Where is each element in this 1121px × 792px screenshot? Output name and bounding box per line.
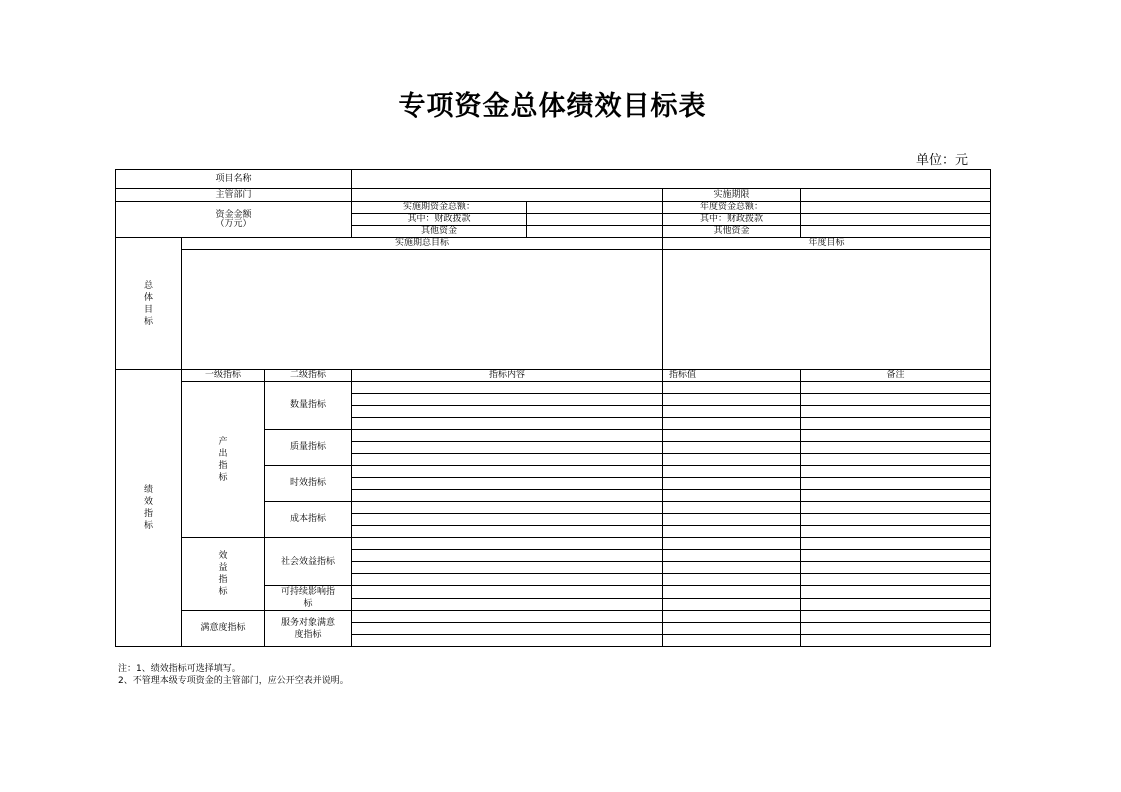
cost-indicator-label: 成本指标: [265, 502, 352, 538]
indicator-value-cell[interactable]: [663, 635, 801, 647]
indicator-content-cell[interactable]: [352, 538, 663, 550]
sustainable-impact-label: 可持续影响指标: [265, 586, 352, 611]
indicator-value-cell[interactable]: [663, 526, 801, 538]
impl-goal-value[interactable]: [182, 250, 663, 370]
indicator-content-cell[interactable]: [352, 611, 663, 623]
indicator-content-cell[interactable]: [352, 454, 663, 466]
impl-goal-header: 实施期总目标: [182, 238, 663, 250]
indicator-content-cell[interactable]: [352, 502, 663, 514]
project-name-value[interactable]: [352, 170, 991, 189]
note-line-2: 2、不管理本级专项资金的主管部门，应公开空表并说明。: [118, 676, 349, 686]
department-value[interactable]: [352, 189, 663, 202]
indicator-content-cell[interactable]: [352, 466, 663, 478]
indicator-value-cell[interactable]: [663, 623, 801, 635]
indicator-value-cell[interactable]: [663, 502, 801, 514]
indicator-remark-cell[interactable]: [801, 562, 991, 574]
indicator-remark-cell[interactable]: [801, 502, 991, 514]
value-header: 指标值: [663, 370, 801, 382]
fund-amount-text: 资金金额: [215, 209, 252, 220]
indicator-content-cell[interactable]: [352, 562, 663, 574]
timeliness-indicator-label: 时效指标: [265, 466, 352, 502]
fund-amount-label: [116, 202, 352, 238]
year-other-label: 其他资金: [663, 226, 801, 238]
indicator-value-cell[interactable]: [663, 598, 801, 611]
remark-header: 备注: [801, 370, 991, 382]
year-total-label: 年度资金总额：: [663, 202, 801, 214]
indicator-remark-cell[interactable]: [801, 586, 991, 599]
note-line-1: 注：1、绩效指标可选择填写。: [118, 664, 241, 674]
indicator-remark-cell[interactable]: [801, 526, 991, 538]
indicator-remark-cell[interactable]: [801, 635, 991, 647]
year-goal-header: 年度目标: [663, 238, 991, 250]
impl-total-label: 实施期资金总额：: [352, 202, 527, 214]
row-department: [116, 189, 991, 202]
indicator-remark-cell[interactable]: [801, 442, 991, 454]
indicator-remark-cell[interactable]: [801, 598, 991, 611]
indicator-remark-cell[interactable]: [801, 418, 991, 430]
level1-header: 一级指标: [182, 370, 265, 382]
indicator-value-cell[interactable]: [663, 430, 801, 442]
indicator-value-cell[interactable]: [663, 490, 801, 502]
indicator-remark-cell[interactable]: [801, 430, 991, 442]
year-fiscal-label: 其中：财政拨款: [663, 214, 801, 226]
indicator-value-cell[interactable]: [663, 406, 801, 418]
indicator-content-cell[interactable]: [352, 382, 663, 394]
year-fiscal-value[interactable]: [801, 214, 991, 226]
indicator-content-cell[interactable]: [352, 442, 663, 454]
row-project-name: [116, 170, 991, 189]
indicator-remark-cell[interactable]: [801, 550, 991, 562]
period-value[interactable]: [801, 189, 991, 202]
indicator-content-cell[interactable]: [352, 550, 663, 562]
indicator-content-cell[interactable]: [352, 418, 663, 430]
indicator-content-cell[interactable]: [352, 598, 663, 611]
indicator-value-cell[interactable]: [663, 538, 801, 550]
overall-goal-label: [116, 238, 182, 370]
impl-fiscal-value[interactable]: [527, 214, 663, 226]
satisfaction-indicator-label: 满意度指标: [182, 611, 265, 647]
indicator-remark-cell[interactable]: [801, 382, 991, 394]
indicator-value-cell[interactable]: [663, 550, 801, 562]
indicator-value-cell[interactable]: [663, 418, 801, 430]
indicator-content-cell[interactable]: [352, 394, 663, 406]
social-benefit-label: 社会效益指标: [265, 538, 352, 586]
indicator-remark-cell[interactable]: [801, 623, 991, 635]
indicator-content-cell[interactable]: [352, 478, 663, 490]
quantity-indicator-label: 数量指标: [265, 382, 352, 430]
benefit-indicator-label: [182, 538, 265, 611]
indicator-value-cell[interactable]: [663, 586, 801, 599]
period-label: 实施期限: [663, 189, 801, 202]
project-name-label: 项目名称: [116, 170, 352, 189]
performance-indicator-label: [116, 370, 182, 647]
year-total-value[interactable]: [801, 202, 991, 214]
indicator-content-cell[interactable]: [352, 623, 663, 635]
indicator-remark-cell[interactable]: [801, 478, 991, 490]
table-row: [116, 538, 991, 550]
row-indicator-header: [116, 370, 991, 382]
row-goal-body: [116, 250, 991, 370]
indicator-remark-cell[interactable]: [801, 466, 991, 478]
indicator-value-cell[interactable]: [663, 611, 801, 623]
content-header: 指标内容: [352, 370, 663, 382]
indicator-content-cell[interactable]: [352, 635, 663, 647]
impl-other-label: 其他资金: [352, 226, 527, 238]
indicator-content-cell[interactable]: [352, 430, 663, 442]
level2-header: 二级指标: [265, 370, 352, 382]
year-other-value[interactable]: [801, 226, 991, 238]
indicator-value-cell[interactable]: [663, 514, 801, 526]
quality-indicator-label: 质量指标: [265, 430, 352, 466]
unit-label: 单位：元: [916, 153, 969, 168]
year-goal-value[interactable]: [663, 250, 991, 370]
indicator-content-cell[interactable]: [352, 526, 663, 538]
performance-goal-table: [115, 169, 991, 647]
indicator-content-cell[interactable]: [352, 514, 663, 526]
benefit-indicator-text: 效益指标: [218, 551, 228, 597]
row-goal-header: [116, 238, 991, 250]
impl-fiscal-label: 其中：财政拨款: [352, 214, 527, 226]
indicator-remark-cell[interactable]: [801, 538, 991, 550]
indicator-value-cell[interactable]: [663, 382, 801, 394]
indicator-content-cell[interactable]: [352, 586, 663, 599]
indicator-value-cell[interactable]: [663, 574, 801, 586]
service-satisfaction-label: 服务对象满意度指标: [265, 611, 352, 647]
department-label: 主管部门: [116, 189, 352, 202]
output-indicator-text: 产出指标: [218, 436, 228, 483]
indicator-remark-cell[interactable]: [801, 454, 991, 466]
indicator-value-cell[interactable]: [663, 478, 801, 490]
row-fund-total: [116, 202, 991, 214]
indicator-content-cell[interactable]: [352, 490, 663, 502]
indicator-remark-cell[interactable]: [801, 611, 991, 623]
indicator-remark-cell[interactable]: [801, 490, 991, 502]
indicator-remark-cell[interactable]: [801, 574, 991, 586]
overall-goal-text: 总体目标: [143, 280, 153, 327]
indicator-remark-cell[interactable]: [801, 514, 991, 526]
indicator-value-cell[interactable]: [663, 466, 801, 478]
indicator-value-cell[interactable]: [663, 454, 801, 466]
indicator-value-cell[interactable]: [663, 442, 801, 454]
output-indicator-label: [182, 382, 265, 538]
performance-indicator-text: 绩效指标: [143, 485, 153, 531]
table-row: [116, 611, 991, 623]
indicator-content-cell[interactable]: [352, 406, 663, 418]
indicator-remark-cell[interactable]: [801, 394, 991, 406]
indicator-value-cell[interactable]: [663, 562, 801, 574]
table-row: [116, 382, 991, 394]
impl-total-value[interactable]: [527, 202, 663, 214]
fund-unit-text: （万元）: [215, 218, 252, 229]
impl-other-value[interactable]: [527, 226, 663, 238]
indicator-remark-cell[interactable]: [801, 406, 991, 418]
indicator-content-cell[interactable]: [352, 574, 663, 586]
indicator-value-cell[interactable]: [663, 394, 801, 406]
page-title: 专项资金总体绩效目标表: [398, 91, 707, 122]
